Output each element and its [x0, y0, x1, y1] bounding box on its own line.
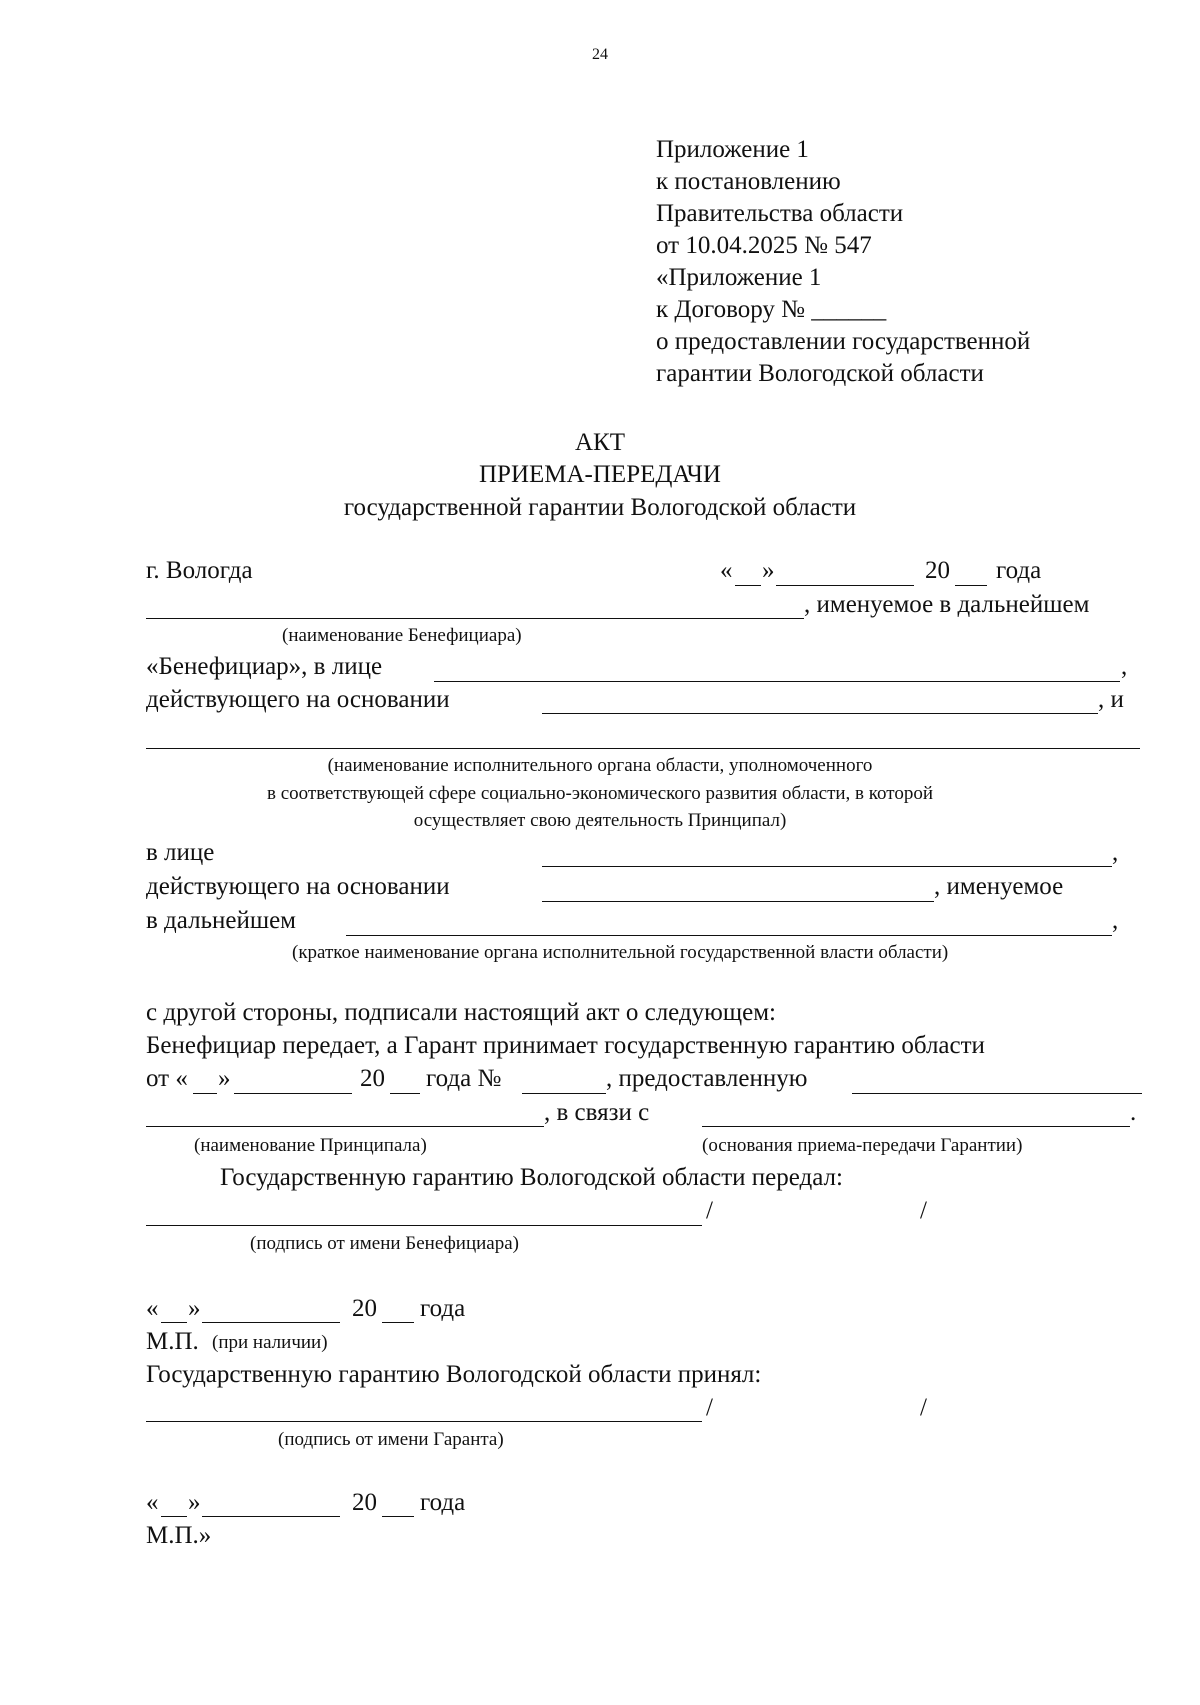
comma: ,: [1121, 653, 1128, 680]
beneficiary-signature-caption: (подпись от имени Бенефициара): [250, 1233, 519, 1254]
guarantee-year-prefix: 20: [360, 1065, 385, 1092]
hereinafter-label: в дальнейшем: [146, 907, 296, 934]
from-quote-close: »: [218, 1065, 231, 1092]
page-number: 24: [592, 46, 608, 63]
appendix-line: о предоставлении государственной: [656, 328, 1031, 355]
slash: /: [920, 1197, 927, 1224]
accept-month-blank[interactable]: [202, 1516, 340, 1517]
beneficiary-in-person: «Бенефициар», в лице: [146, 653, 383, 680]
authority-representative-blank[interactable]: [542, 866, 1112, 867]
basis-caption: (основания приема-передачи Гарантии): [702, 1135, 1023, 1156]
year-no-label: года №: [426, 1065, 502, 1092]
beneficiary-representative-blank[interactable]: [434, 681, 1120, 682]
named-label: , именуемое: [934, 873, 1064, 900]
appendix-line: гарантии Вологодской области: [656, 360, 984, 387]
short-name-caption: (краткое наименование органа исполнительной государственной власти области): [292, 942, 949, 963]
transfer-year-word: года: [420, 1295, 466, 1322]
transfer-month-blank[interactable]: [202, 1322, 340, 1323]
transfer-year-prefix: 20: [352, 1295, 377, 1322]
document-title: АКТ: [575, 429, 625, 456]
period: .: [1130, 1099, 1137, 1126]
city: г. Вологда: [146, 557, 253, 584]
transfer-year-blank[interactable]: [382, 1322, 414, 1323]
authority-caption-line: (наименование исполнительного органа области, уполномоченного: [327, 755, 873, 776]
seal-note: (при наличии): [212, 1332, 328, 1353]
transfer-heading: Государственную гарантию Вологодской области передал:: [220, 1164, 843, 1191]
slash: /: [706, 1197, 713, 1224]
beneficiary-name-blank[interactable]: [146, 618, 804, 619]
authority-name-blank[interactable]: [146, 748, 1140, 749]
provided-to-blank[interactable]: [852, 1093, 1142, 1094]
slash: /: [920, 1394, 927, 1421]
body-line: Бенефициар передает, а Гарант принимает государственную гарантию области: [146, 1032, 985, 1059]
in-person-label: в лице: [146, 839, 215, 866]
document-subtitle-2: государственной гарантии Вологодской области: [343, 494, 857, 521]
date-year-blank[interactable]: [955, 585, 987, 586]
and-word: , и: [1098, 686, 1124, 713]
guarantor-signature-blank[interactable]: [146, 1421, 702, 1422]
comma: ,: [1112, 839, 1119, 866]
authority-caption-line: в соответствующей сфере социально-экономического развития области, в которой: [266, 783, 934, 804]
appendix-line: Правительства области: [656, 200, 904, 227]
accept-year-word: года: [420, 1489, 466, 1516]
body-line: с другой стороны, подписали настоящий акт о следующем:: [146, 999, 776, 1026]
appendix-line: к постановлению: [656, 168, 841, 195]
seal-label: М.П.»: [146, 1522, 212, 1549]
acting-basis-label: действующего на основании: [146, 686, 450, 713]
guarantor-signature-caption: (подпись от имени Гаранта): [278, 1429, 504, 1450]
guarantee-number-blank[interactable]: [522, 1093, 606, 1094]
appendix-line: «Приложение 1: [656, 264, 822, 291]
seal-label: М.П.: [146, 1328, 199, 1355]
guarantee-month-blank[interactable]: [234, 1093, 352, 1094]
authority-basis-blank[interactable]: [542, 901, 934, 902]
acting-basis-label-2: действующего на основании: [146, 873, 450, 900]
date-day-blank[interactable]: [735, 585, 761, 586]
transfer-day-blank[interactable]: [161, 1322, 187, 1323]
provided-label: , предоставленную: [606, 1065, 808, 1092]
beneficiary-signature-blank[interactable]: [146, 1225, 702, 1226]
document-subtitle: ПРИЕМА-ПЕРЕДАЧИ: [478, 461, 721, 488]
appendix-line: к Договору № ______: [656, 296, 887, 323]
in-connection-label: , в связи с: [544, 1099, 650, 1126]
date-quote-close: »: [188, 1295, 201, 1322]
beneficiary-basis-blank[interactable]: [542, 713, 1098, 714]
principal-name-blank[interactable]: [146, 1126, 544, 1127]
date-quote-open: «: [146, 1489, 159, 1516]
date-quote-open: «: [146, 1295, 159, 1322]
slash: /: [706, 1394, 713, 1421]
authority-short-name-blank[interactable]: [346, 935, 1112, 936]
appendix-line: Приложение 1: [656, 136, 809, 163]
accept-heading: Государственную гарантию Вологодской области принял:: [146, 1361, 762, 1388]
comma: ,: [1112, 907, 1119, 934]
guarantee-day-blank[interactable]: [193, 1093, 217, 1094]
named-hereinafter: , именуемое в дальнейшем: [804, 591, 1090, 618]
date-quote-close: »: [762, 557, 775, 584]
from-quote-open: от «: [146, 1065, 188, 1092]
date-year-word: года: [996, 557, 1042, 584]
date-year-prefix: 20: [925, 557, 950, 584]
transfer-basis-blank[interactable]: [702, 1126, 1130, 1127]
date-quote-close: »: [188, 1489, 201, 1516]
guarantee-year-blank[interactable]: [390, 1093, 420, 1094]
authority-caption-line: осуществляет свою деятельность Принципал): [413, 810, 787, 831]
principal-caption: (наименование Принципала): [194, 1135, 427, 1156]
appendix-block: [656, 134, 1030, 390]
accept-year-blank[interactable]: [382, 1516, 414, 1517]
date-quote-open: «: [720, 557, 733, 584]
appendix-line: от 10.04.2025 № 547: [656, 232, 872, 259]
accept-day-blank[interactable]: [161, 1516, 187, 1517]
beneficiary-name-caption: (наименование Бенефициара): [282, 625, 522, 646]
accept-year-prefix: 20: [352, 1489, 377, 1516]
date-month-blank[interactable]: [776, 585, 914, 586]
